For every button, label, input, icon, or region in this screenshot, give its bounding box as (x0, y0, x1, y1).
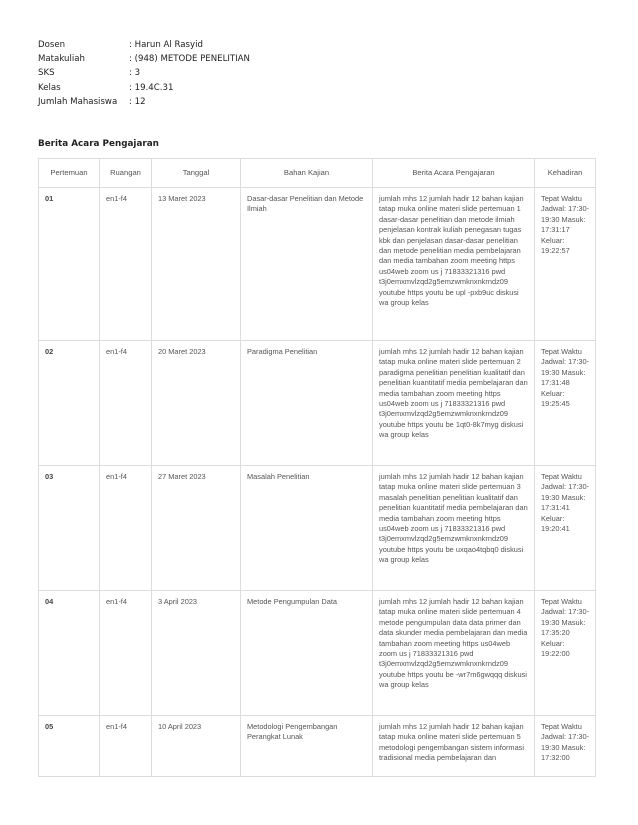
cell-ruangan: en1-f4 (100, 341, 152, 466)
cell-pertemuan: 05 (39, 716, 100, 777)
column-header-tanggal: Tanggal (152, 159, 241, 188)
info-value: : 12 (129, 96, 146, 107)
teaching-log-table (38, 158, 596, 777)
cell-berita-acara: jumlah mhs 12 jumlah hadir 12 bahan kajian tatap muka online materi slide pertemuan 5 metodologi pengembangan sistem informasi tradisional media pembelajaran dan (373, 716, 535, 777)
cell-tanggal: 27 Maret 2023 (152, 466, 241, 591)
cell-pertemuan: 04 (39, 591, 100, 716)
info-row-kelas (38, 81, 250, 95)
table-header-row (39, 159, 596, 188)
info-row-dosen (38, 38, 250, 52)
course-info (38, 38, 250, 109)
info-label: Jumlah Mahasiswa (38, 96, 118, 107)
column-header-kehadiran: Kehadiran (535, 159, 596, 188)
cell-tanggal: 13 Maret 2023 (152, 188, 241, 341)
info-value: : (948) METODE PENELITIAN (129, 54, 250, 65)
info-label: SKS (38, 68, 55, 79)
cell-berita-acara: jumlah mhs 12 jumlah hadir 12 bahan kajian tatap muka online materi slide pertemuan 3 masalah penelitian penelitian kualitatif dan penelitian kuantitatif media pembelajaran dan media tambahan zoom meeting https us04web zoom us j 71833321316 pwd t3j0emxmvlzqd2g5emzwmknxnkrndz09 youtube https youtu be uxqao4tqbq0 diskusi wa group kelas (373, 466, 535, 591)
cell-ruangan: en1-f4 (100, 591, 152, 716)
cell-kehadiran: Tepat Waktu Jadwal: 17:30-19:30 Masuk: 17:31:41 Keluar: 19:20:41 (535, 466, 596, 591)
cell-kehadiran: Tepat Waktu Jadwal: 17:30-19:30 Masuk: 17:31:17 Keluar: 19:22:57 (535, 188, 596, 341)
cell-ruangan: en1-f4 (100, 716, 152, 777)
column-header-pertemuan: Pertemuan (39, 159, 100, 188)
cell-berita-acara: jumlah mhs 12 jumlah hadir 12 bahan kajian tatap muka online materi slide pertemuan 1 dasar-dasar penelitian dan metode ilmiah penjelasan kontrak kuliah penegasan tugas kbk dan penjelasan dasar-dasar penelitian dan metode penelitian media pembelajaran dan media tambahan zoom meeting https us04web zoom us j 71833321316 pwd t3j0emxmvlzqd2g5emzwmknxnkrndz09 youtube https youtu be upl -pxb9uc diskusi wa group kelas (373, 188, 535, 341)
column-header-berita-acara: Berita Acara Pengajaran (373, 159, 535, 188)
column-header-ruangan: Ruangan (100, 159, 152, 188)
section-title: Berita Acara Pengajaran (38, 139, 159, 149)
info-row-matakuliah (38, 52, 250, 66)
cell-tanggal: 10 April 2023 (152, 716, 241, 777)
table-row (39, 466, 596, 591)
cell-kehadiran: Tepat Waktu Jadwal: 17:30-19:30 Masuk: 17:31:48 Keluar: 19:25:45 (535, 341, 596, 466)
info-value: : 3 (129, 68, 141, 79)
cell-tanggal: 20 Maret 2023 (152, 341, 241, 466)
info-value: : Harun Al Rasyid (129, 40, 203, 50)
cell-berita-acara: jumlah mhs 12 jumlah hadir 12 bahan kajian tatap muka online materi slide pertemuan 4 metode pengumpulan data data primer dan data skunder media pembelajaran dan media tambahan zoom meeting https us04web zoom us j 71833321316 pwd t3j0emxmvlzqd2g5emzwmknxnkrndz09 youtube https youtu be -wr7m6gwqqq diskusi wa group kelas (373, 591, 535, 716)
cell-kehadiran: Tepat Waktu Jadwal: 17:30-19:30 Masuk: 17:35:20 Keluar: 19:22:00 (535, 591, 596, 716)
info-label: Matakuliah (38, 54, 85, 65)
cell-pertemuan: 03 (39, 466, 100, 591)
table-row (39, 716, 596, 777)
info-row-jumlah-mahasiswa (38, 95, 250, 109)
table-row (39, 591, 596, 716)
info-label: Kelas (38, 82, 61, 93)
info-row-sks (38, 66, 250, 80)
cell-bahan-kajian: Dasar-dasar Penelitian dan Metode Ilmiah (241, 188, 373, 341)
cell-bahan-kajian: Masalah Penelitian (241, 466, 373, 591)
cell-ruangan: en1-f4 (100, 188, 152, 341)
cell-tanggal: 3 April 2023 (152, 591, 241, 716)
table-row (39, 188, 596, 341)
info-label: Dosen (38, 40, 66, 50)
info-value: : 19.4C.31 (129, 82, 174, 93)
cell-pertemuan: 01 (39, 188, 100, 341)
table-row (39, 341, 596, 466)
cell-bahan-kajian: Metode Pengumpulan Data (241, 591, 373, 716)
cell-pertemuan: 02 (39, 341, 100, 466)
column-header-bahan-kajian: Bahan Kajian (241, 159, 373, 188)
cell-bahan-kajian: Metodologi Pengembangan Perangkat Lunak (241, 716, 373, 777)
cell-kehadiran: Tepat Waktu Jadwal: 17:30-19:30 Masuk: 17:32:00 (535, 716, 596, 777)
cell-berita-acara: jumlah mhs 12 jumlah hadir 12 bahan kajian tatap muka online materi slide pertemuan 2 paradigma penelitian penelitian kualitatif dan penelitian kuantitatif media pembelajaran dan media tambahan zoom meeting https us04web zoom us j 71833321316 pwd t3j0emxmvlzqd2g5emzwmknxnkrndz09 youtube https youtu be 1qt0-8k7myg diskusi wa group kelas (373, 341, 535, 466)
cell-ruangan: en1-f4 (100, 466, 152, 591)
cell-bahan-kajian: Paradigma Penelitian (241, 341, 373, 466)
